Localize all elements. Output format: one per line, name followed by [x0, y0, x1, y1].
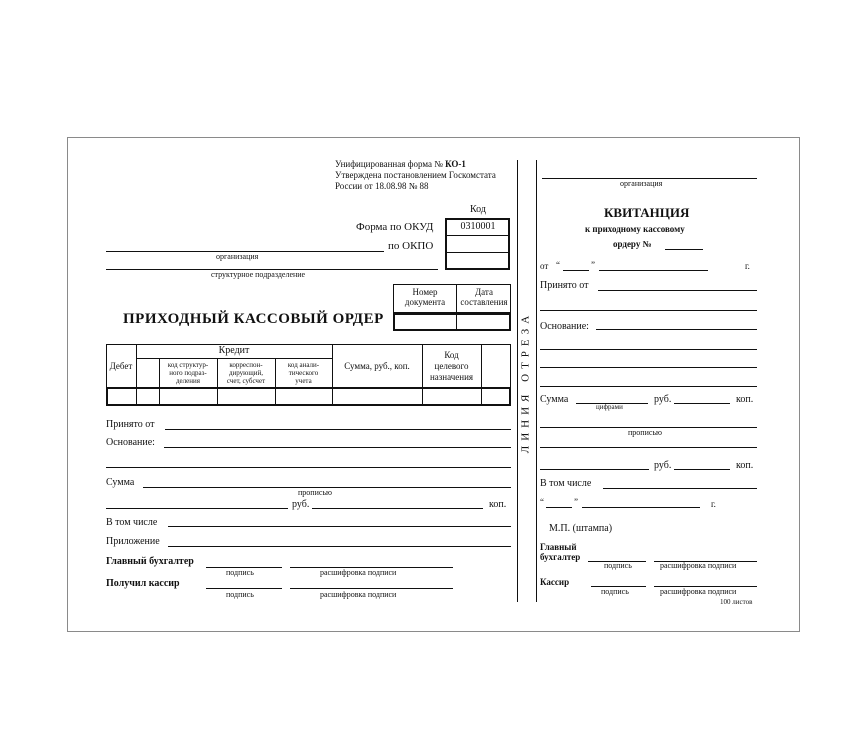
receipt-chief-label-1: Главный — [540, 542, 577, 552]
subdivision-code-3: деления — [176, 377, 200, 385]
receipt-chief-decoding-caption: расшифровка подписи — [660, 561, 737, 570]
analytic-code-2: тического — [288, 369, 319, 377]
receipt-sum-label: Сумма — [540, 394, 569, 405]
receipt-including-line[interactable] — [603, 488, 757, 489]
purpose-code-1: Код — [444, 350, 459, 360]
receipt-rub-label-2: руб. — [654, 460, 672, 471]
receipt-from-label: от — [540, 261, 549, 271]
kop-label: коп. — [489, 499, 507, 510]
receipt-date-day-line[interactable] — [546, 507, 572, 508]
corr-account-3: счет, субсчет — [226, 377, 266, 385]
receipt-cashier-signature-caption: подпись — [601, 587, 629, 596]
subdivision-code-1: код структур- — [167, 361, 209, 369]
form-title: ПРИХОДНЫЙ КАССОВЫЙ ОРДЕР — [123, 311, 384, 327]
kop-line[interactable] — [312, 508, 483, 509]
receipt-cashier-decoding-caption: расшифровка подписи — [660, 587, 737, 596]
purpose-code-2: целевого — [434, 361, 469, 371]
receipt-including-label: В том числе — [540, 478, 592, 489]
receipt-subtitle-2: ордеру № — [613, 239, 652, 249]
corr-account-1: корреспон- — [229, 361, 263, 369]
receipt-kop-label: коп. — [736, 394, 754, 405]
cash-receipt-order-form — [67, 137, 800, 632]
chief-signature-caption: подпись — [226, 568, 254, 577]
receipt-accepted-line[interactable] — [598, 290, 757, 291]
unified-form-code: КО-1 — [445, 159, 466, 169]
accepted-from-line[interactable] — [165, 429, 511, 430]
receipt-digits-caption: цифрами — [596, 403, 623, 411]
number-label-2: документа — [404, 297, 446, 307]
attachment-line[interactable] — [168, 546, 511, 547]
cashier-decoding-caption: расшифровка подписи — [320, 590, 397, 599]
receipt-cashier-label: Кассир — [540, 577, 570, 587]
receipt-date-month-line[interactable] — [582, 507, 700, 508]
cashier-signature-line[interactable] — [206, 588, 282, 589]
cut-line — [536, 160, 537, 602]
receipt-accepted-label: Принято от — [540, 280, 589, 291]
receipt-number-line[interactable] — [665, 249, 703, 250]
receipt-chief-label-2: бухгалтер — [540, 552, 581, 562]
rub-label: руб. — [292, 499, 310, 510]
organization-caption: организация — [216, 252, 259, 261]
unified-form-prefix: Унифицированная форма № — [335, 159, 446, 169]
debit-header: Дебет — [109, 361, 133, 371]
cut-line-label: ЛИНИЯ ОТРЕЗА — [519, 310, 532, 454]
receipt-subtitle-1: к приходному кассовому — [585, 224, 685, 234]
sum-label: Сумма — [106, 477, 135, 488]
receipt-quote-open: “ — [556, 260, 560, 270]
approved-line-2: России от 18.08.98 № 88 — [335, 181, 429, 191]
sheets-count: 100 листов — [720, 598, 753, 606]
receipt-month-line[interactable] — [599, 270, 708, 271]
receipt-organization-caption: организация — [620, 179, 663, 188]
corr-account-2: дирующий, — [228, 369, 264, 377]
cashier-signature-caption: подпись — [226, 590, 254, 599]
receipt-basis-line[interactable] — [596, 329, 757, 330]
amount-header: Сумма, руб., коп. — [344, 361, 410, 371]
received-cashier-label: Получил кассир — [106, 578, 180, 589]
unified-form-line — [335, 160, 466, 169]
receipt-accepted-line-2[interactable] — [540, 310, 757, 311]
receipt-words-line-3[interactable] — [540, 469, 649, 470]
basis-line-2[interactable] — [106, 467, 511, 468]
cashier-decoding-line[interactable] — [290, 588, 453, 589]
receipt-date-year-label: г. — [711, 499, 716, 509]
receipt-basis-line-3[interactable] — [540, 367, 757, 368]
doc-number-input-row[interactable] — [393, 313, 511, 331]
credit-header: Кредит — [218, 345, 250, 356]
attachment-label: Приложение — [106, 536, 160, 547]
kod-label: Код — [470, 204, 486, 215]
receipt-chief-signature-caption: подпись — [604, 561, 632, 570]
subdivision-code-2: ного подраз- — [169, 369, 207, 377]
date-label-2: составления — [460, 297, 508, 307]
left-border-line — [517, 160, 518, 602]
receipt-title: КВИТАНЦИЯ — [604, 205, 690, 220]
date-label-1: Дата — [475, 287, 493, 297]
analytic-code-1: код анали- — [287, 361, 320, 369]
receipt-day-line[interactable] — [563, 270, 589, 271]
accepted-from-label: Принято от — [106, 419, 155, 430]
analytic-code-3: учета — [295, 377, 312, 385]
receipt-stamp-label: М.П. (штампа) — [549, 523, 613, 534]
including-label: В том числе — [106, 517, 158, 528]
receipt-quote-close: ” — [591, 260, 595, 270]
basis-label: Основание: — [106, 437, 155, 448]
approved-line-1: Утверждена постановлением Госкомстата — [335, 170, 496, 180]
okpo-label: по ОКПО — [388, 240, 434, 252]
receipt-words-line-2[interactable] — [540, 447, 757, 448]
purpose-code-3: назначения — [429, 372, 474, 382]
division-caption: структурное подразделение — [211, 270, 306, 279]
okud-value: 0310001 — [460, 221, 496, 232]
receipt-rub-label: руб. — [654, 394, 672, 405]
in-words-caption: прописью — [298, 488, 333, 497]
accounting-table-input-row[interactable] — [106, 387, 511, 406]
receipt-kop-line[interactable] — [674, 403, 730, 404]
receipt-basis-line-4[interactable] — [540, 386, 757, 387]
receipt-date-quote-open: “ — [540, 497, 544, 507]
chief-accountant-label: Главный бухгалтер — [106, 556, 194, 567]
receipt-year-label: г. — [745, 261, 750, 271]
receipt-basis-label: Основание: — [540, 321, 589, 332]
including-line[interactable] — [168, 526, 511, 527]
receipt-date-quote-close: ” — [574, 497, 578, 507]
receipt-in-words-caption: прописью — [628, 428, 663, 437]
receipt-kop-line-2[interactable] — [674, 469, 730, 470]
receipt-basis-line-2[interactable] — [540, 349, 757, 350]
basis-line[interactable] — [164, 447, 511, 448]
receipt-kop-label-2: коп. — [736, 460, 754, 471]
sum-line-2[interactable] — [106, 508, 288, 509]
chief-decoding-caption: расшифровка подписи — [320, 568, 397, 577]
number-label-1: Номер — [412, 287, 438, 297]
okud-label: Форма по ОКУД — [356, 221, 434, 233]
